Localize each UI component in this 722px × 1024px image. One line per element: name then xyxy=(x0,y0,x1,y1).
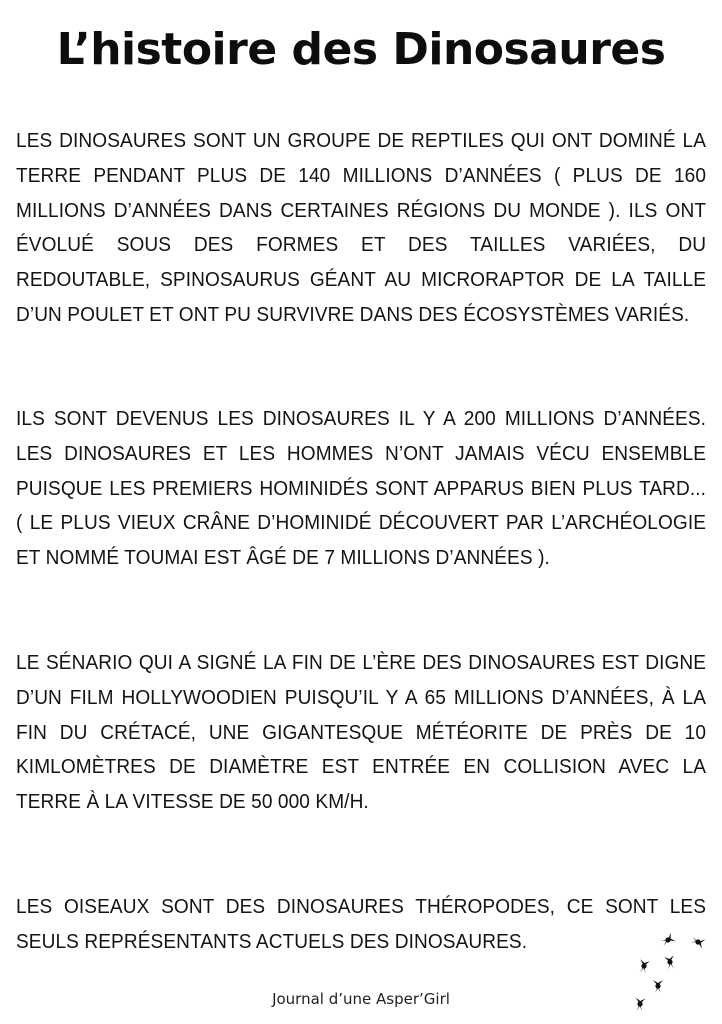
paragraph-origins: LES DINOSAURES SONT UN GROUPE DE REPTILES QUI ONT DOMINÉ LA TERRE PENDANT PLUS DE 140 MILLIONS D’ANNÉES ( PLUS DE 160 MILLIONS D’ANNÉES DANS CERTAINES RÉGIONS DU MONDE ). ILS ONT ÉVOLUÉ SOUS DES FORMES ET DES TAILLES VARIÉES, DU REDOUTABLE, SPINOSAURUS GÉANT AU MICRORAPTOR DE LA TAILLE D’UN POULET ET ONT PU SURVIVRE DANS DES ÉCOSYSTÈMES VARIÉS. xyxy=(16,129,707,326)
dinosaur-footprints-icon xyxy=(630,926,712,1016)
paragraph-extinction: LE SÉNARIO QUI A SIGNÉ LA FIN DE L’ÈRE DES DINOSAURES EST DIGNE D’UN FILM HOLLYWOODIEN PUISQU’IL Y A 65 MILLIONS D’ANNÉES, À LA FIN DU CRÉTACÉ, UNE GIGANTESQUE MÉTÉORITE DE PRÈS DE 10 KIMLOMÈTRES DE DIAMÈTRE EST ENTRÉE EN COLLISION AVEC LA TERRE À LA VITESSE DE 50 000 KM/H. xyxy=(16,651,707,814)
paragraph-humans: ILS SONT DEVENUS LES DINOSAURES IL Y A 200 MILLIONS D’ANNÉES. LES DINOSAURES ET LES HOMMES N’ONT JAMAIS VÉCU ENSEMBLE PUISQUE LES PREMIERS HOMINIDÉS SONT APPARUS BIEN PLUS TARD... ( LE PLUS VIEUX CRÂNE D’HOMINIDÉ DÉCOUVERT PAR L’ARCHÉOLOGIE ET NOMMÉ TOUMAI EST ÂGÉ DE 7 MILLIONS D’ANNÉES ). xyxy=(16,407,707,570)
page-title: L’histoire des Dinosaures xyxy=(56,24,666,75)
footer-credit: Journal d’une Asper’Girl xyxy=(272,990,450,1008)
paragraph-birds: LES OISEAUX SONT DES DINOSAURES THÉROPODES, CE SONT LES SEULS REPRÉSENTANTS ACTUELS DES DINOSAURES. xyxy=(16,895,707,953)
